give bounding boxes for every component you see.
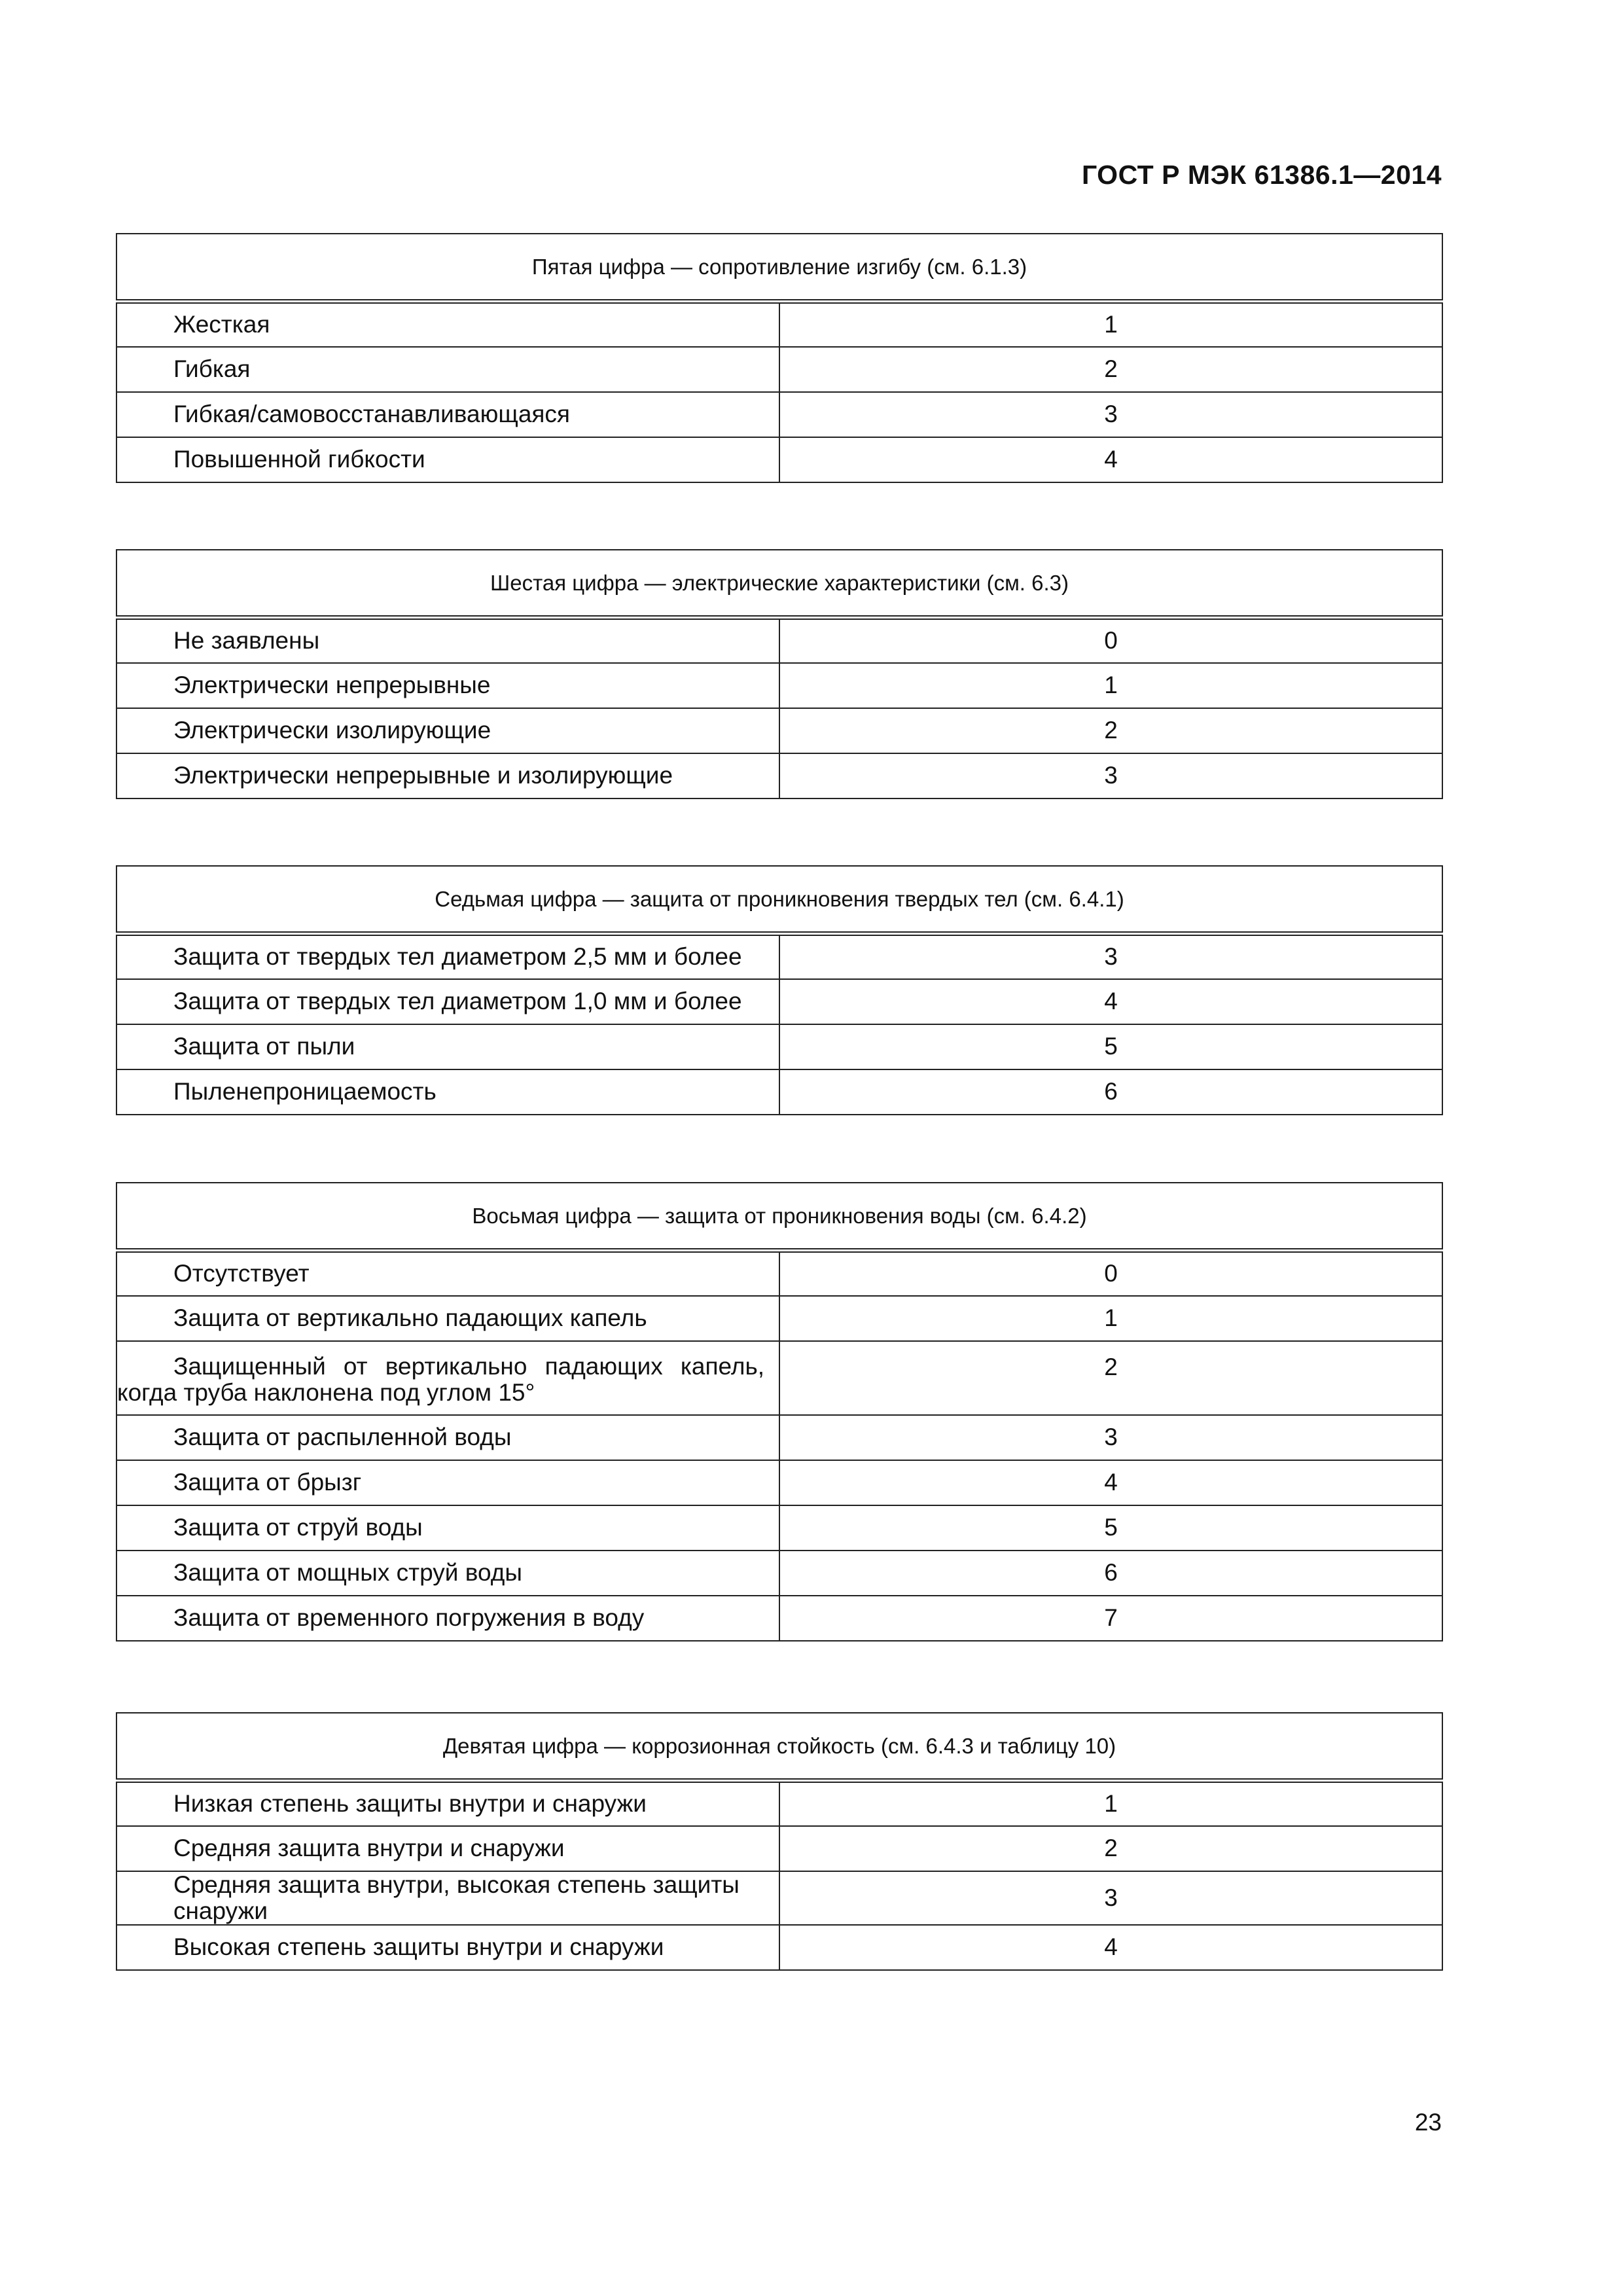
row-label: Защита от мощных струй воды xyxy=(116,1551,779,1596)
row-code: 4 xyxy=(779,1460,1442,1505)
table-row xyxy=(116,1296,1442,1341)
row-code: 3 xyxy=(779,392,1442,437)
table-row xyxy=(116,934,1442,979)
row-code: 4 xyxy=(779,1925,1442,1970)
row-code: 7 xyxy=(779,1596,1442,1641)
ninth-digit-table xyxy=(116,1712,1443,1971)
row-code: 5 xyxy=(779,1505,1442,1551)
row-label: Электрически изолирующие xyxy=(116,708,779,753)
table-row xyxy=(116,979,1442,1024)
row-label: Защита от струй воды xyxy=(116,1505,779,1551)
table-row xyxy=(116,1251,1442,1296)
row-label: Защита от распыленной воды xyxy=(116,1415,779,1460)
table-row xyxy=(116,1460,1442,1505)
fifth-digit-table xyxy=(116,233,1443,483)
table-row xyxy=(116,1341,1442,1415)
row-code: 0 xyxy=(779,1251,1442,1296)
row-label: Отсутствует xyxy=(116,1251,779,1296)
row-label: Электрически непрерывные xyxy=(116,663,779,708)
row-label: Не заявлены xyxy=(116,618,779,663)
row-code: 2 xyxy=(779,1826,1442,1871)
table-row xyxy=(116,1925,1442,1970)
row-code: 5 xyxy=(779,1024,1442,1069)
row-label: Гибкая/самовосстанавливающаяся xyxy=(116,392,779,437)
row-label: Защита от вертикально падающих капель xyxy=(116,1296,779,1341)
row-label: Средняя защита внутри, высокая степень защиты снаружи xyxy=(116,1871,779,1925)
table-row xyxy=(116,1871,1442,1925)
table-caption: Шестая цифра — электрические характеристики (см. 6.3) xyxy=(116,550,1442,618)
table-row xyxy=(116,1415,1442,1460)
row-label: Пыленепроницаемость xyxy=(116,1069,779,1115)
table-row xyxy=(116,302,1442,347)
row-code: 4 xyxy=(779,437,1442,482)
row-label: Жесткая xyxy=(116,302,779,347)
row-label: Защита от твердых тел диаметром 2,5 мм и более xyxy=(116,934,779,979)
row-code: 0 xyxy=(779,618,1442,663)
row-label: Гибкая xyxy=(116,347,779,392)
table-caption: Пятая цифра — сопротивление изгибу (см. 6.1.3) xyxy=(116,234,1442,302)
table-row xyxy=(116,1596,1442,1641)
row-code: 2 xyxy=(779,1341,1442,1415)
sixth-digit-table xyxy=(116,549,1443,799)
row-label: Защита от брызг xyxy=(116,1460,779,1505)
seventh-digit-table xyxy=(116,865,1443,1115)
table-row xyxy=(116,663,1442,708)
row-code: 3 xyxy=(779,1871,1442,1925)
row-code: 2 xyxy=(779,347,1442,392)
row-label: Защита от твердых тел диаметром 1,0 мм и более xyxy=(116,979,779,1024)
table-row xyxy=(116,618,1442,663)
table-row xyxy=(116,1781,1442,1826)
row-code: 3 xyxy=(779,1415,1442,1460)
row-label: Высокая степень защиты внутри и снаружи xyxy=(116,1925,779,1970)
row-code: 6 xyxy=(779,1551,1442,1596)
row-label: Средняя защита внутри и снаружи xyxy=(116,1826,779,1871)
row-code: 1 xyxy=(779,663,1442,708)
standard-designation: ГОСТ Р МЭК 61386.1—2014 xyxy=(1081,160,1442,190)
table-caption: Девятая цифра — коррозионная стойкость (см. 6.4.3 и таблицу 10) xyxy=(116,1713,1442,1781)
table-row xyxy=(116,708,1442,753)
table-row xyxy=(116,753,1442,798)
table-row xyxy=(116,437,1442,482)
row-code: 3 xyxy=(779,934,1442,979)
row-code: 2 xyxy=(779,708,1442,753)
row-label: Защита от пыли xyxy=(116,1024,779,1069)
row-code: 1 xyxy=(779,302,1442,347)
table-caption: Восьмая цифра — защита от проникновения воды (см. 6.4.2) xyxy=(116,1183,1442,1251)
row-code: 3 xyxy=(779,753,1442,798)
table-row xyxy=(116,1069,1442,1115)
table-row xyxy=(116,347,1442,392)
row-label: Электрически непрерывные и изолирующие xyxy=(116,753,779,798)
row-label: Защита от временного погружения в воду xyxy=(116,1596,779,1641)
table-row xyxy=(116,1551,1442,1596)
page-number: 23 xyxy=(1414,2109,1442,2136)
row-code: 6 xyxy=(779,1069,1442,1115)
eighth-digit-table xyxy=(116,1182,1443,1641)
table-row xyxy=(116,1505,1442,1551)
row-code: 1 xyxy=(779,1781,1442,1826)
table-row xyxy=(116,1024,1442,1069)
table-caption: Седьмая цифра — защита от проникновения твердых тел (см. 6.4.1) xyxy=(116,866,1442,934)
row-code: 4 xyxy=(779,979,1442,1024)
row-code: 1 xyxy=(779,1296,1442,1341)
row-label: Повышенной гибкости xyxy=(116,437,779,482)
table-row xyxy=(116,1826,1442,1871)
row-label: Низкая степень защиты внутри и снаружи xyxy=(116,1781,779,1826)
table-row xyxy=(116,392,1442,437)
row-label: Защищенный от вертикально падающих капель, когда труба наклонена под углом 15° xyxy=(116,1341,779,1415)
